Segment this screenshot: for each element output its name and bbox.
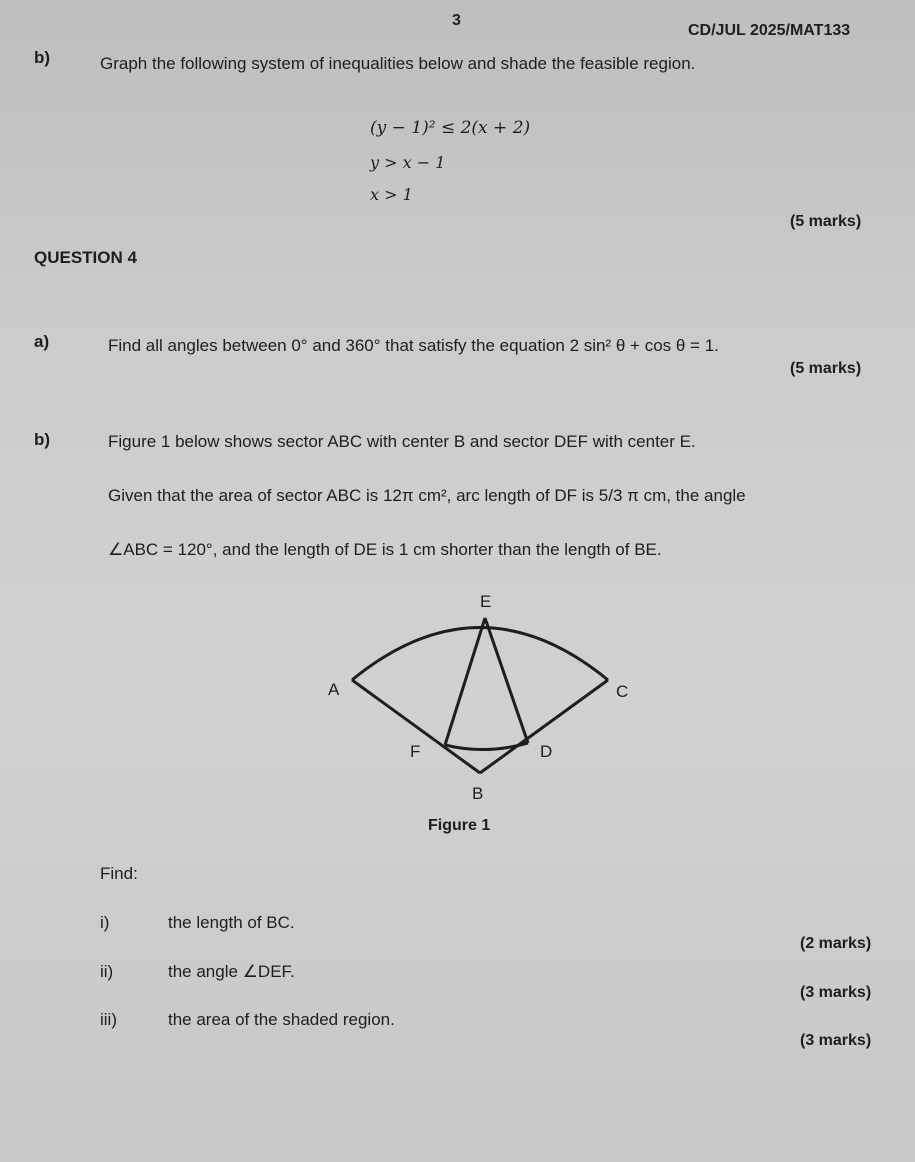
label-f: F	[410, 742, 421, 761]
prev-part-instruction: Graph the following system of inequalities below and shade the feasible region.	[100, 54, 696, 73]
subpart-iii-text: the area of the shaded region.	[168, 1010, 395, 1029]
label-b: B	[472, 784, 484, 803]
part-a-text: Find all angles between 0° and 360° that satisfy the equation 2 sin² θ + cos θ = 1.	[108, 336, 719, 355]
part-b-line2: Given that the area of sector ABC is 12π cm², arc length of DF is 5/3 π cm, the angle	[108, 486, 746, 505]
label-a: A	[328, 680, 340, 699]
inequality-2: y > x − 1	[370, 153, 446, 172]
line-ed	[485, 618, 528, 743]
label-d: D	[540, 742, 553, 761]
subpart-i-marks: (2 marks)	[800, 935, 872, 952]
subpart-iii-marks: (3 marks)	[800, 1032, 872, 1049]
question-heading: QUESTION 4	[34, 248, 137, 267]
part-b-line1: Figure 1 below shows sector ABC with center B and sector DEF with center E.	[108, 432, 696, 451]
course-code: CD/JUL 2025/MAT133	[688, 22, 851, 39]
label-c: C	[616, 682, 629, 701]
prev-part-label: b)	[34, 48, 51, 67]
inequality-1: (y − 1)² ≤ 2(x + 2)	[370, 118, 531, 138]
figure-caption: Figure 1	[428, 817, 491, 834]
label-e: E	[480, 592, 492, 611]
subpart-i-text: the length of BC.	[168, 913, 295, 932]
subpart-i-label: i)	[100, 913, 110, 932]
subpart-ii-label: ii)	[100, 962, 114, 981]
subpart-ii-marks: (3 marks)	[800, 984, 872, 1001]
find-label: Find:	[100, 864, 138, 883]
page-number: 3	[452, 12, 461, 29]
part-b-line3: ∠ABC = 120°, and the length of DE is 1 cm shorter than the length of BE.	[108, 540, 662, 559]
inequality-3: x > 1	[370, 185, 413, 204]
part-b-label: b)	[34, 430, 51, 449]
prev-part-marks: (5 marks)	[790, 213, 862, 230]
part-a-marks: (5 marks)	[790, 360, 862, 377]
subpart-ii-text: the angle ∠DEF.	[168, 962, 295, 981]
subpart-iii-label: iii)	[100, 1010, 117, 1029]
figure-1-diagram	[300, 585, 660, 805]
part-a-label: a)	[34, 332, 50, 351]
line-ef	[445, 618, 485, 745]
